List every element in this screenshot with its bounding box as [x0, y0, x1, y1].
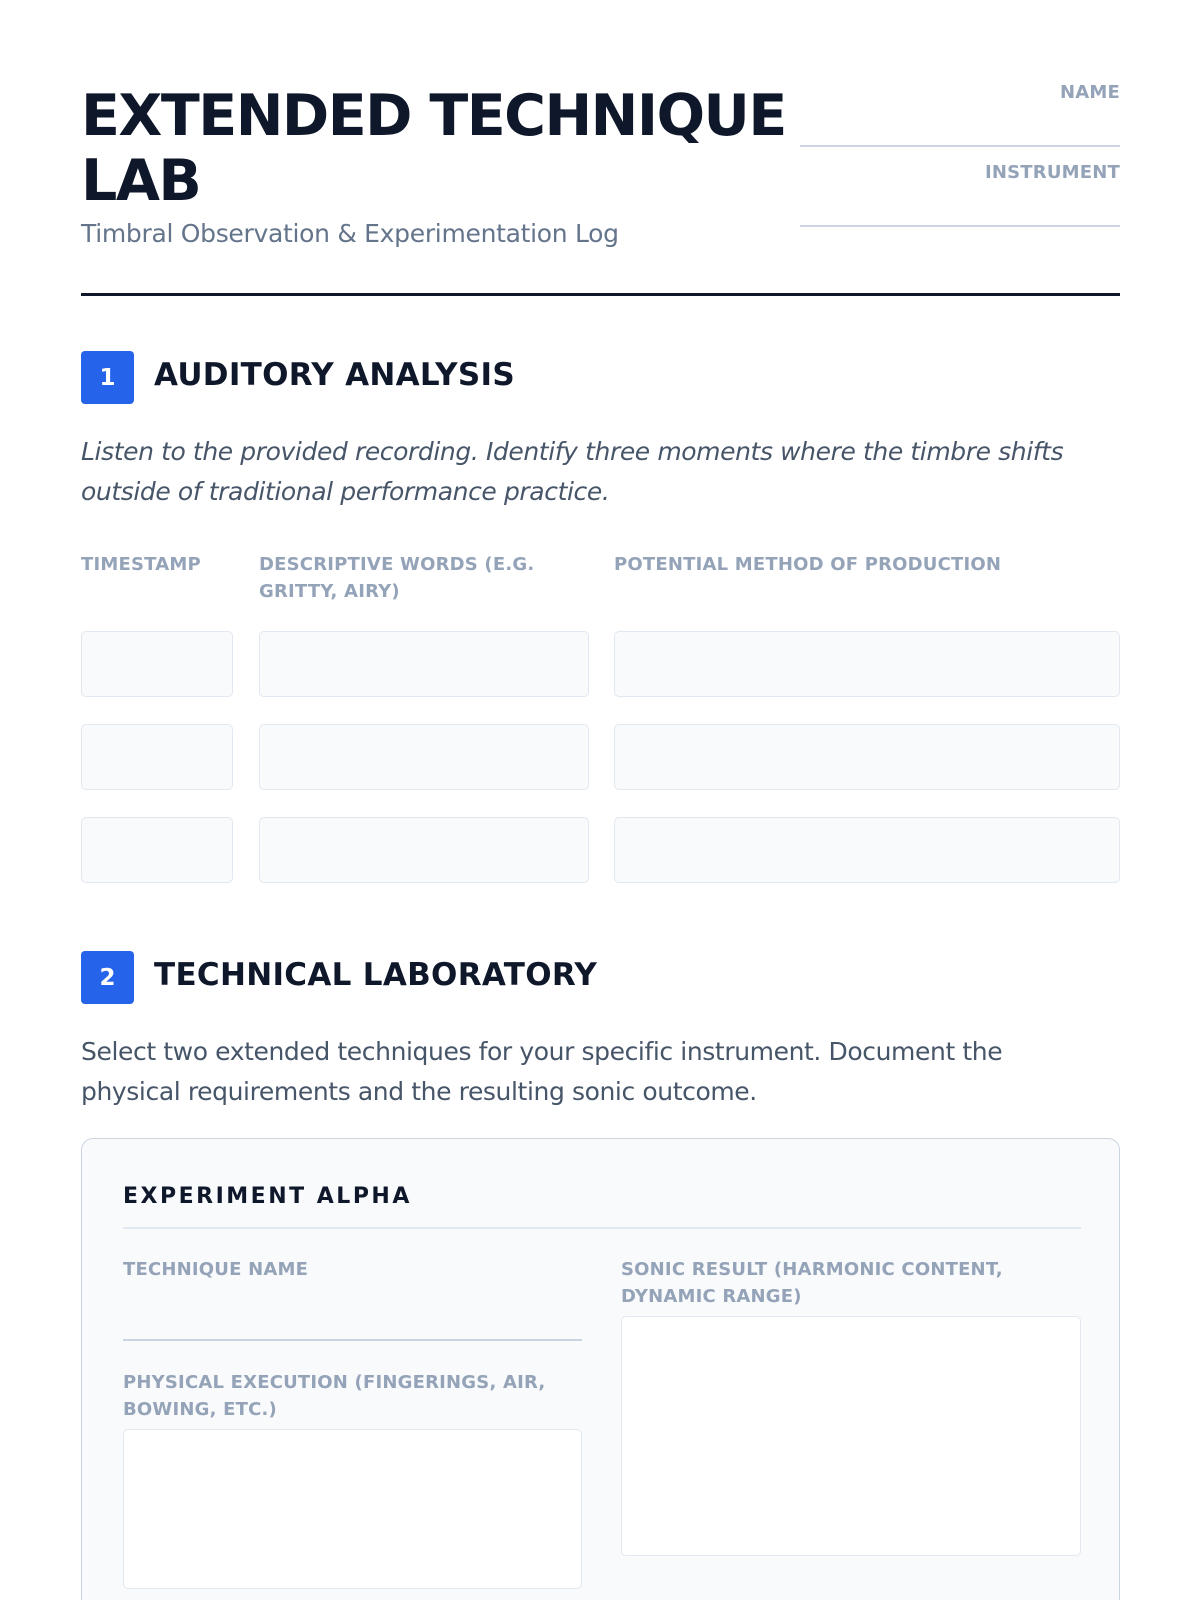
timestamp-input-1[interactable]: [81, 631, 233, 697]
experiment-divider: [123, 1227, 1081, 1229]
section-2-title: TECHNICAL LABORATORY: [154, 957, 598, 993]
technique-name-label: TECHNIQUE NAME: [123, 1259, 309, 1280]
column-header-descriptive-words: DESCRIPTIVE WORDS (E.G. GRITTY, AIRY): [259, 554, 535, 602]
section-2-badge: 2: [81, 951, 134, 1004]
column-header-timestamp: TIMESTAMP: [81, 554, 201, 575]
page-subtitle: Timbral Observation & Experimentation Log: [81, 219, 619, 248]
name-label: NAME: [1059, 82, 1120, 103]
column-header-method: POTENTIAL METHOD OF PRODUCTION: [614, 554, 1002, 575]
physical-execution-label: PHYSICAL EXECUTION (FINGERINGS, AIR, BOWING, ETC.): [123, 1372, 546, 1420]
sonic-result-label: SONIC RESULT (HARMONIC CONTENT, DYNAMIC RANGE): [621, 1259, 1003, 1307]
descriptive-words-input-3[interactable]: [259, 817, 589, 883]
method-input-3[interactable]: [614, 817, 1120, 883]
descriptive-words-input-2[interactable]: [259, 724, 589, 790]
method-input-2[interactable]: [614, 724, 1120, 790]
method-input-1[interactable]: [614, 631, 1120, 697]
section-2-instructions: Select two extended techniques for your specific instrument. Document the physical requirements and the resulting sonic outcome.: [81, 1037, 1003, 1106]
timestamp-input-3[interactable]: [81, 817, 233, 883]
section-1-instructions: Listen to the provided recording. Identify three moments where the timbre shifts outside of traditional performance practice.: [81, 437, 1064, 506]
timestamp-input-2[interactable]: [81, 724, 233, 790]
technique-name-input[interactable]: [123, 1339, 582, 1341]
experiment-title: EXPERIMENT ALPHA: [123, 1184, 412, 1209]
experiment-alpha-card: [81, 1138, 1120, 1600]
section-1-badge: 1: [81, 351, 134, 404]
physical-execution-input[interactable]: [123, 1429, 582, 1589]
worksheet-page: [81, 0, 1120, 1600]
instrument-field[interactable]: [800, 225, 1120, 227]
descriptive-words-input-1[interactable]: [259, 631, 589, 697]
section-1-title: AUDITORY ANALYSIS: [154, 357, 515, 393]
name-field[interactable]: [800, 145, 1120, 147]
instrument-label: INSTRUMENT: [984, 162, 1120, 183]
page-title: EXTENDED TECHNIQUE LAB: [81, 83, 786, 214]
header-divider: [81, 293, 1120, 296]
sonic-result-input[interactable]: [621, 1316, 1081, 1556]
